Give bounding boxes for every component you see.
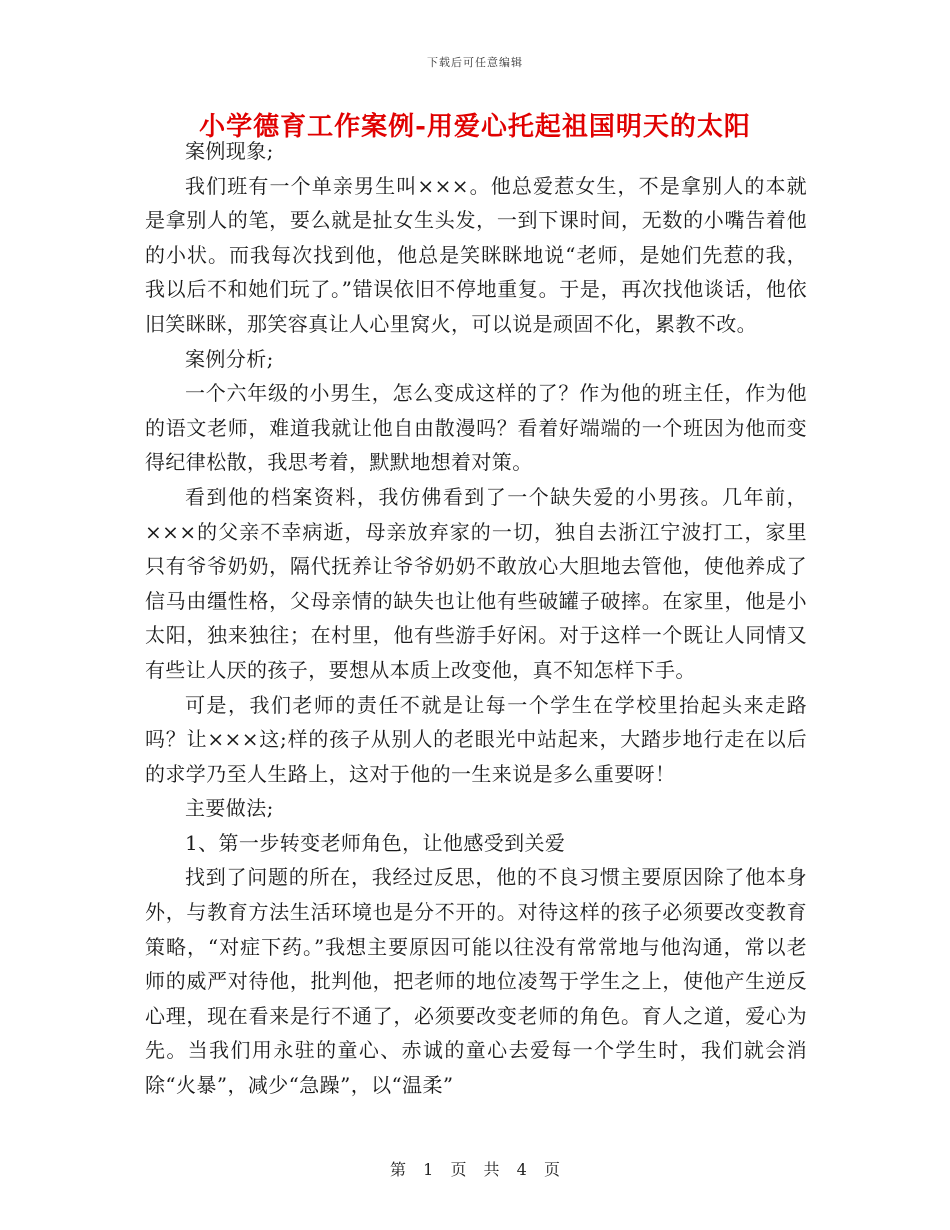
paragraph-analysis-3: 可是，我们老师的责任不就是让每一个学生在学校里抬起头来走路吗？让×××这;样的孩子从别人的老眼光中站起来，大踏步地行走在以后的求学乃至人生路上，这对于他的一生来说是多么重要呀！ <box>145 692 807 786</box>
paragraph-case-description: 我们班有一个单亲男生叫×××。他总爱惹女生，不是拿别人的本就是拿别人的笔，要么就是扯女生头发，一到下课时间，无数的小嘴告着他的小状。而我每次找到他，他总是笑眯眯地说“老师，是她们先惹的我，我以后不和她们玩了。”错误依旧不停地重复。于是，再次找他谈话，他依旧笑眯眯，那笑容真让人心里窝火，可以说是顽固不化，累教不改。 <box>145 173 807 336</box>
total-page-count: 4 <box>516 1160 527 1179</box>
page-footer <box>0 1157 950 1180</box>
paragraph-analysis-2: 看到他的档案资料，我仿佛看到了一个缺失爱的小男孩。几年前，×××的父亲不幸病逝，母亲放弃家的一切，独自去浙江宁波打工，家里只有爷爷奶奶，隔代抚养让爷爷奶奶不敢放心大胆地去管他，使他养成了信马由缰性格，父母亲情的缺失也让他有些破罐子破摔。在家里，他是小太阳，独来独往；在村里，他有些游手好闲。对于这样一个既让人同情又有些让人厌的孩子，要想从本质上改变他，真不知怎样下手。 <box>145 484 807 682</box>
paragraph-analysis-1: 一个六年级的小男生，怎么变成这样的了？作为他的班主任，作为他的语文老师，难道我就让他自由散漫吗？看着好端端的一个班因为他而变得纪律松散，我思考着，默默地想着对策。 <box>145 381 807 475</box>
footer-prefix: 第 <box>390 1160 407 1179</box>
page-header: 下载后可任意编辑 <box>427 56 523 69</box>
footer-total-prefix: 共 <box>483 1160 500 1179</box>
footer-page-label: 页 <box>450 1160 467 1179</box>
paragraph-step-1-heading: 1、第一步转变老师角色，让他感受到关爱 <box>185 830 566 855</box>
paragraph-main-methods-heading: 主要做法; <box>185 796 274 821</box>
paragraph-step-1-body: 找到了问题的所在，我经过反思，他的不良习惯主要原因除了他本身外，与教育方法生活环境也是分不开的。对待这样的孩子必须要改变教育策略，“对症下药。”我想主要原因可能以往没有常常地与他沟通，常以老师的威严对待他，批判他，把老师的地位凌驾于学生之上，使他产生逆反心理，现在看来是行不通了，必须要改变老师的角色。育人之道，爱心为先。当我们用永驻的童心、赤诚的童心去爱每一个学生时，我们就会消除“火暴”，减少“急躁”，以“温柔” <box>145 865 807 1098</box>
paragraph-case-phenomenon-heading: 案例现象; <box>185 139 274 163</box>
paragraph-case-analysis-heading: 案例分析; <box>185 346 274 371</box>
footer-total-suffix: 页 <box>543 1160 560 1179</box>
document-title: 小学德育工作案例-用爱心托起祖国明天的太阳 <box>199 112 751 142</box>
document-body <box>145 134 807 1103</box>
current-page-number: 1 <box>423 1160 434 1179</box>
